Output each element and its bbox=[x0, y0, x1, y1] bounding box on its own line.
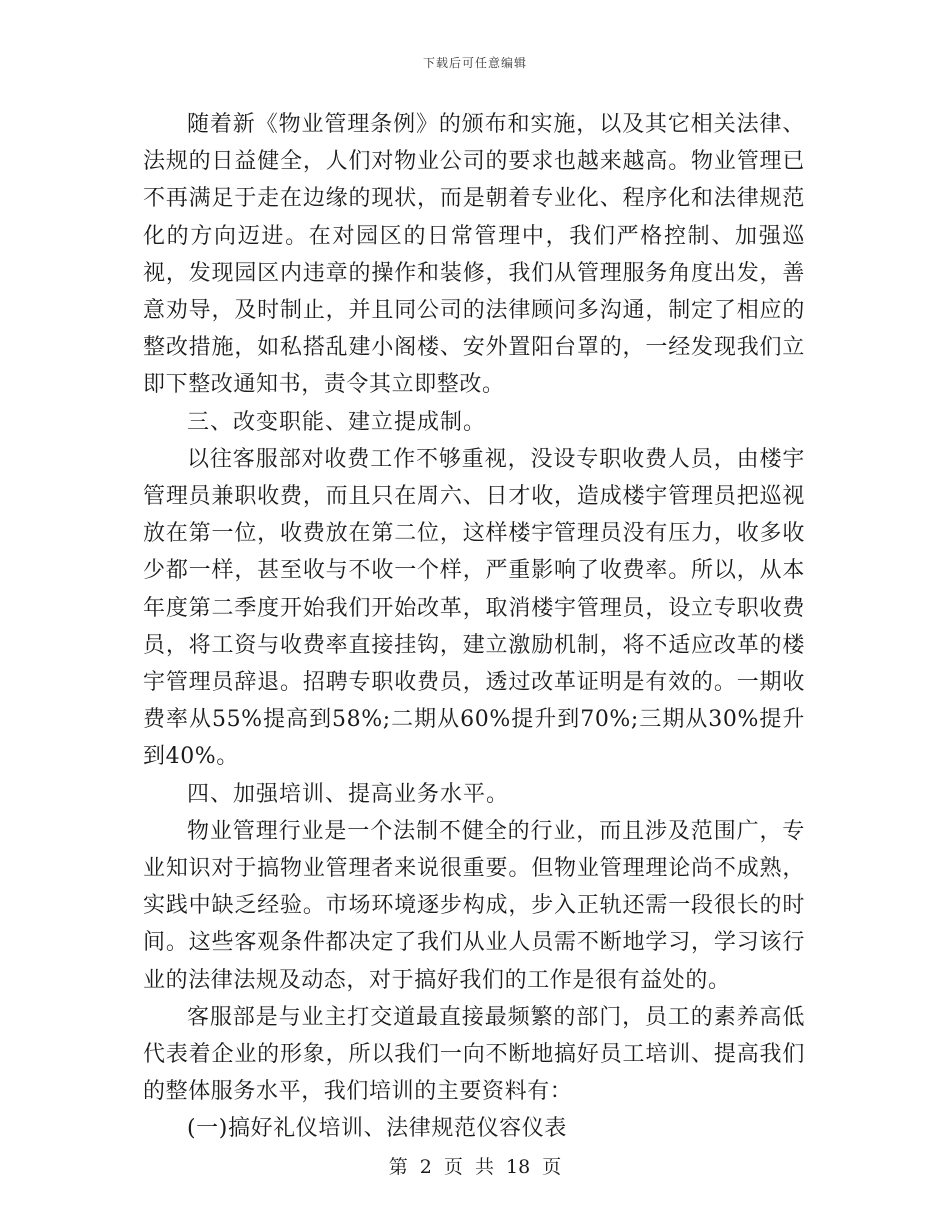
section-heading-4: 四、加强培训、提高业务水平。 bbox=[187, 781, 510, 807]
list-item-etiquette-training: (一)搞好礼仪培训、法律规范仪容仪表 bbox=[187, 1116, 567, 1142]
section-heading-3: 三、改变职能、建立提成制。 bbox=[187, 409, 487, 435]
paragraph-fee-collection-reform: 以往客服部对收费工作不够重视，没设专职收费人员，由楼宇管理员兼职收费，而且只在周六、日才收，造成楼宇管理员把巡视放在第一位，收费放在第二位，这样楼宇管理员没有压力，收多收少都一样，甚至收与不收一个样，严重影响了收费率。所以，从本年度第二季度开始我们开始改革，取消楼宇管理员，设立专职收费员，将工资与收费率直接挂钩，建立激励机制，将不适应改革的楼宇管理员辞退。招聘专职收费员，透过改革证明是有效的。一期收费率从55%提高到58%;二期从60%提升到70%;三期从30%提升到40%。 bbox=[143, 446, 805, 770]
paragraph-customer-service-training: 客服部是与业主打交道最直接最频繁的部门，员工的素养高低代表着企业的形象，所以我们一向不断地搞好员工培训、提高我们的整体服务水平，我们培训的主要资料有： bbox=[143, 1004, 805, 1105]
paragraph-regulation-compliance: 随着新《物业管理条例》的颁布和实施，以及其它相关法律、法规的日益健全，人们对物业公司的要求也越来越高。物业管理已不再满足于走在边缘的现状，而是朝着专业化、程序化和法律规范化的方向迈进。在对园区的日常管理中，我们严格控制、加强巡视，发现园区内违章的操作和装修，我们从管理服务角度出发，善意劝导，及时制止，并且同公司的法律顾问多沟通，制定了相应的整改措施，如私搭乱建小阁楼、安外置阳台罩的，一经发现我们立即下整改通知书，责令其立即整改。 bbox=[143, 112, 805, 398]
page-footer: 第 2 页 共 18 页 bbox=[388, 1156, 562, 1178]
paragraph-industry-learning: 物业管理行业是一个法制不健全的行业，而且涉及范围广，专业知识对于搞物业管理者来说很重要。但物业管理理论尚不成熟，实践中缺乏经验。市场环境逐步构成，步入正轨还需一段很长的时间。这些客观条件都决定了我们从业人员需不断地学习，学习该行业的法律法规及动态，对于搞好我们的工作是很有益处的。 bbox=[143, 818, 805, 993]
document-body bbox=[143, 106, 805, 1148]
page-header: 下载后可任意编辑 bbox=[422, 56, 527, 70]
